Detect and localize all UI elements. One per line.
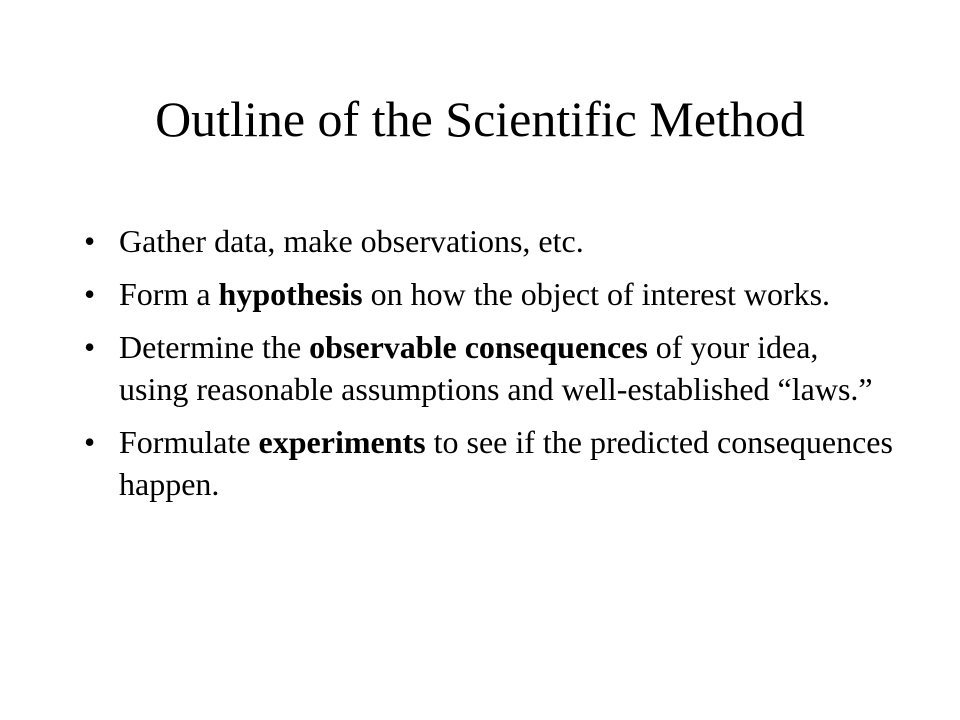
bullet-keyword: hypothesis [218, 276, 363, 312]
bullet-item-gather-data [84, 220, 894, 262]
bullet-keyword: experiments [258, 424, 426, 460]
bullet-text: Gather data, make observations, etc. [119, 223, 584, 259]
bullet-text-suffix: to see if the predicted consequences happen. [119, 424, 893, 502]
bullet-item-experiments [84, 421, 894, 505]
bullet-keyword: observable consequences [309, 329, 648, 365]
bullet-text-suffix: of your idea, using reasonable assumptions and well-established “laws.” [119, 329, 873, 407]
bullet-list [84, 220, 894, 516]
bullet-text-prefix: Formulate [119, 424, 259, 460]
bullet-point-icon: • [84, 276, 96, 312]
bullet-item-hypothesis [84, 273, 894, 315]
bullet-item-consequences [84, 326, 894, 410]
bullet-text-prefix: Determine the [119, 329, 310, 365]
bullet-text-suffix: on how the object of interest works. [362, 276, 831, 312]
bullet-point-icon: • [84, 223, 96, 259]
bullet-text-prefix: Form a [119, 276, 219, 312]
bullet-point-icon: • [84, 424, 96, 460]
bullet-point-icon: • [84, 329, 96, 365]
slide-title: Outline of the Scientific Method [155, 91, 805, 147]
